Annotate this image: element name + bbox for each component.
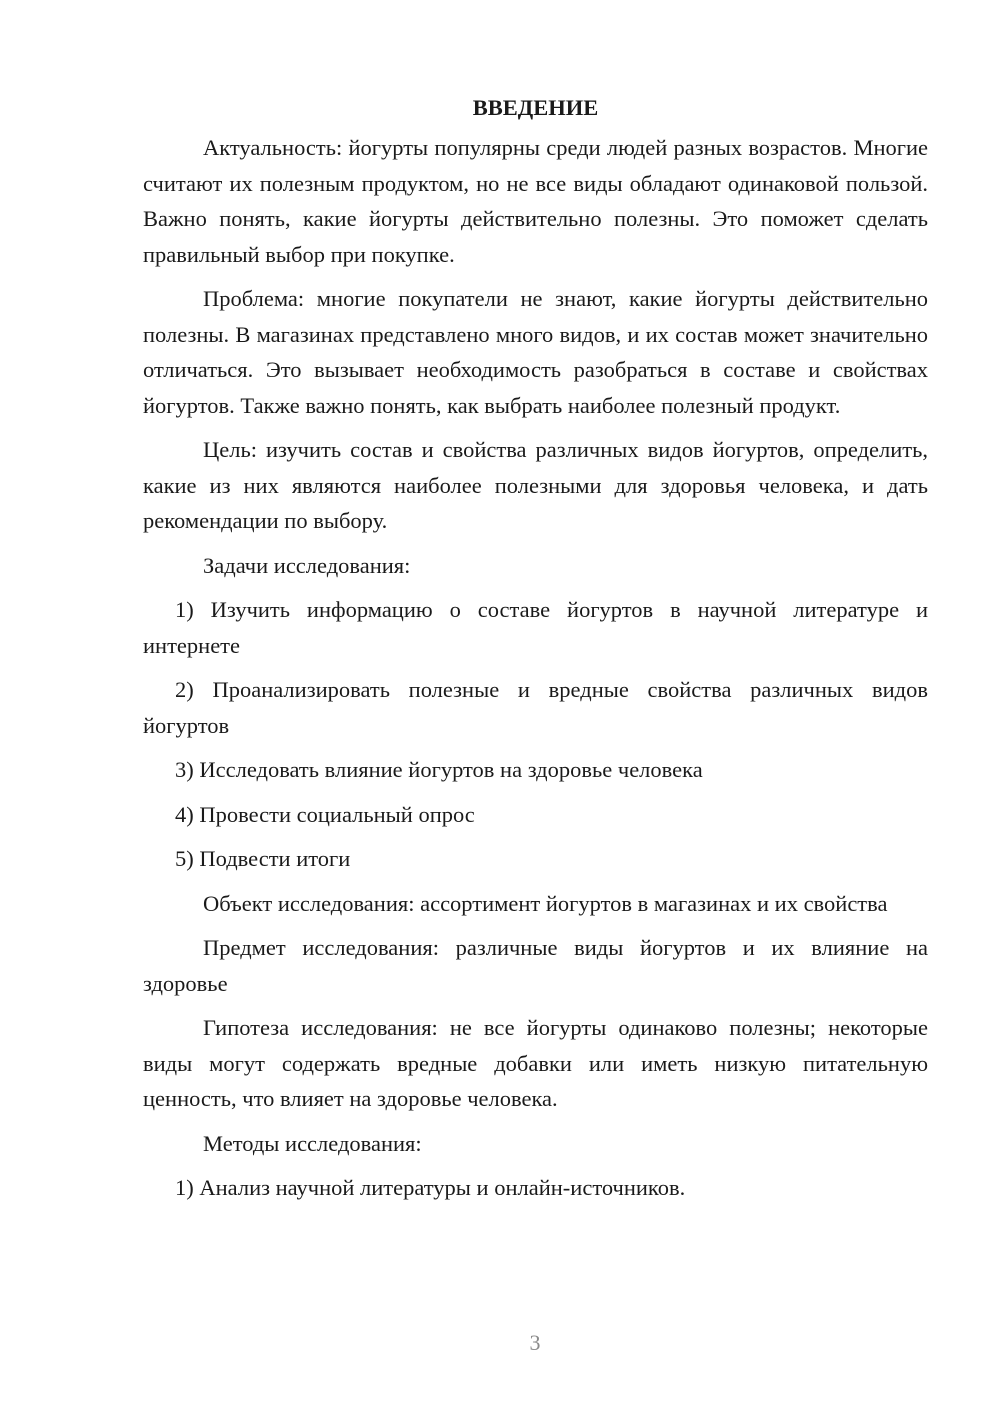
task-item: 2) Проанализировать полезные и вредные свойства различных видов йогуртов	[143, 677, 928, 738]
methods-label: Методы исследования:	[203, 1130, 422, 1156]
method-item: 1) Анализ научной литературы и онлайн-источников.	[175, 1175, 686, 1200]
relevance-paragraph: Актуальность: йогурты популярны среди людей разных возрастов. Многие считают их полезным продуктом, но не все виды обладают одинаковой пользой. Важно понять, какие йогурты действительно полезны. Это поможет сделать правильный выбор при покупке.	[143, 135, 928, 267]
section-heading: ВВЕДЕНИЕ	[472, 95, 599, 120]
tasks-label: Задачи исследования:	[203, 552, 411, 578]
task-item: 3) Исследовать влияние йогуртов на здоровье человека	[175, 757, 703, 782]
document-page	[143, 93, 928, 1215]
page-number: 3	[529, 1330, 541, 1355]
subject-paragraph: Предмет исследования: различные виды йогуртов и их влияние на здоровье	[143, 935, 928, 996]
task-item: 5) Подвести итоги	[175, 846, 351, 871]
object-paragraph: Объект исследования: ассортимент йогуртов в магазинах и их свойства	[203, 890, 888, 916]
task-item: 4) Провести социальный опрос	[175, 801, 475, 827]
problem-paragraph: Проблема: многие покупатели не знают, какие йогурты действительно полезны. В магазинах представлено много видов, и их состав может значительно отличаться. Это вызывает необходимость разобраться в составе и свойствах йогуртов. Также важно понять, как выбрать наиболее полезный продукт.	[143, 286, 928, 418]
hypothesis-paragraph: Гипотеза исследования: не все йогурты одинаково полезны; некоторые виды могут содержать вредные добавки или иметь низкую питательную ценность, что влияет на здоровье человека.	[143, 1015, 928, 1111]
goal-paragraph: Цель: изучить состав и свойства различных видов йогуртов, определить, какие из них являются наиболее полезными для здоровья человека, и дать рекомендации по выбору.	[143, 437, 928, 533]
task-item: 1) Изучить информацию о составе йогуртов в научной литературе и интернете	[143, 597, 928, 658]
